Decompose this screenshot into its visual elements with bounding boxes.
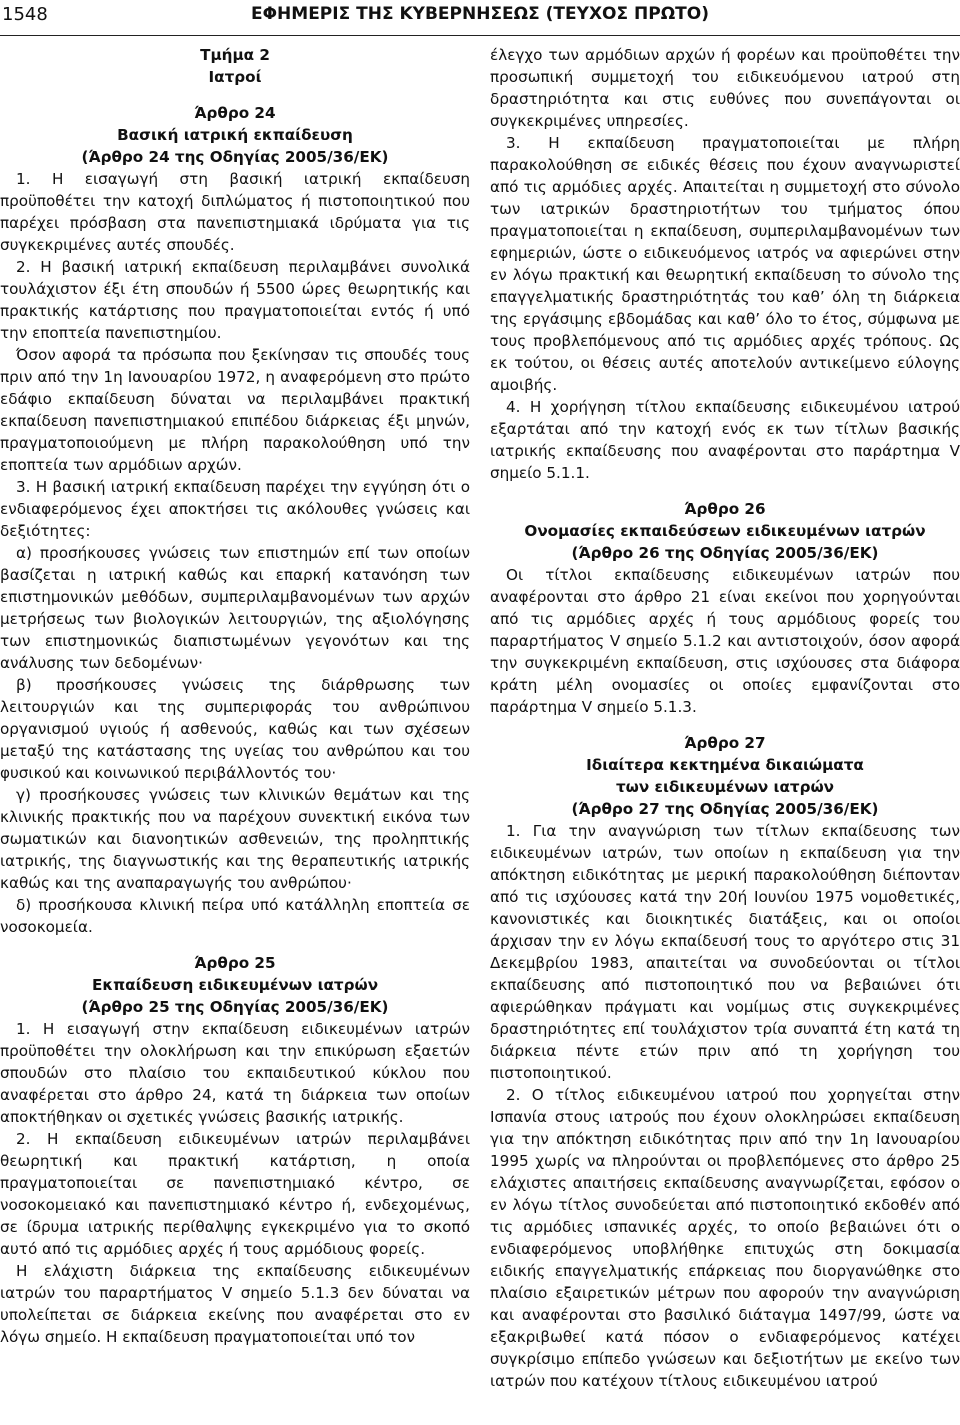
article-24-title: Βασική ιατρική εκπαίδευση [117,126,353,144]
article-27-reference: (Άρθρο 27 της Οδηγίας 2005/36/ΕΚ) [571,800,879,818]
article-24-paragraph-1: 1. Η εισαγωγή στη βασική ιατρική εκπαίδευση προϋποθέτει την κατοχή διπλώματος ή πιστοποιητικού που παρέχει πρόσβαση στα πανεπιστημιακά ιδρύματα για τις συγκεκριμένες αυτές σπουδές. [0,170,470,254]
gazette-title: ΕΦΗΜΕΡΙΣ ΤΗΣ ΚΥΒΕΡΝΗΣΕΩΣ (ΤΕΥΧΟΣ ΠΡΩΤΟ) [250,4,709,24]
article-25-continuation: έλεγχο των αρμόδιων αρχών ή φορέων και προϋποθέτει την προσωπική συμμετοχή του ειδικευόμενου ιατρού στη δραστηριότητα και στις ευθύνες που συνεπάγονται οι συγκεκριμένες υπηρεσίες. [490,46,960,130]
article-27-title-line-2: των ειδικευμένων ιατρών [615,778,835,796]
article-24-paragraph-2: 2. Η βασική ιατρική εκπαίδευση περιλαμβάνει συνολικά τουλάχιστον έξι έτη σπουδών ή 5500 ώρες θεωρητικής και πρακτικής κατάρτισης που πραγματοποιείται εντός ή υπό την εποπτεία πανεπιστημίου. [0,258,470,342]
article-24-item-a: α) προσήκουσες γνώσεις των επιστημών επί των οποίων βασίζεται η ιατρική καθώς και επαρκή κατανόηση των επιστημονικών μεθόδων, συμπεριλαμβανομένων των αρχών μετρήσεως των βιολογικών λειτουργιών, της αξιολόγησης των επιστημονικώς διαπιστωμένων γεγονότων και της ανάλυσης των δεδομένων· [0,544,470,672]
article-26-reference: (Άρθρο 26 της Οδηγίας 2005/36/ΕΚ) [571,544,879,562]
article-25-paragraph-3: 3. Η εκπαίδευση πραγματοποιείται με πλήρη παρακολούθηση σε ειδικές θέσεις που έχουν αναγνωριστεί από τις αρμόδιες αρχές. Απαιτείται η συμμετοχή στο σύνολο των ιατρικών δραστηριοτήτων του τμήματος όπου πραγματοποιείται η εκπαίδευση, συμπεριλαμβανομένων των εφημεριών, ώστε ο ειδικευόμενος ιατρός να αφιερώνει στην εν λόγω πρακτική και θεωρητική εκπαίδευση το σύνολο της επαγγελματικής δραστηριότητάς του καθ’ όλη τη διάρκεια της εργάσιμης εβδομάδας και καθ’ όλο το έτος, σύμφωνα με τους προβλεπόμενους από τις αρμόδιες αρχές τρόπους. Ως εκ τούτου, οι θέσεις αυτές αποτελούν αντικείμενο εύλογης αμοιβής. [490,134,960,394]
right-column [490,44,960,1392]
article-26-paragraph-1: Οι τίτλοι εκπαίδευσης ειδικευμένων ιατρών που αναφέρονται στο άρθρο 21 είναι εκείνοι που χορηγούνται από τις αρμόδιες αρχές ή τους αρμόδιους φορείς του παραρτήματος V σημείο 5.1.2 και αντιστοιχούν, όσον αφορά την συγκεκριμένη εκπαίδευση, στις ισχύουσες στα διάφορα κράτη μέλη ονομασίες οι οποίες εμφανίζονται στο παράρτημα V σημείο 5.1.3. [490,566,960,716]
article-24-paragraph-3: 3. Η βασική ιατρική εκπαίδευση παρέχει την εγγύηση ότι ο ενδιαφερόμενος έχει αποκτήσει τις ακόλουθες γνώσεις και δεξιότητες: [0,478,470,540]
article-25-reference: (Άρθρο 25 της Οδηγίας 2005/36/ΕΚ) [81,998,389,1016]
page-number: 1548 [2,4,48,25]
article-24-item-b: β) προσήκουσες γνώσεις της διάρθρωσης των λειτουργιών και της συμπεριφοράς του ανθρώπινου οργανισμού υγιούς ή ασθενούς, καθώς και των σχέσεων μεταξύ της κατάστασης της υγείας του ανθρώπου και του φυσικού και κοινωνικού περιβάλλοντός του· [0,676,470,782]
article-25-paragraph-1: 1. Η εισαγωγή στην εκπαίδευση ειδικευμένων ιατρών προϋποθέτει την ολοκλήρωση και την επικύρωση εξαετών σπουδών στο πλαίσιο του εκπαιδευτικού κύκλου που αναφέρεται στο άρθρο 24, κατά τη διάρκεια των οποίων αποκτήθηκαν οι σχετικές γνώσεις βασικής ιατρικής. [0,1020,470,1126]
article-24-reference: (Άρθρο 24 της Οδηγίας 2005/36/ΕΚ) [81,148,389,166]
article-24-number: Άρθρο 24 [194,104,276,122]
article-27-title-line-1: Ιδιαίτερα κεκτημένα δικαιώματα [586,756,864,774]
article-25-paragraph-2: 2. Η εκπαίδευση ειδικευμένων ιατρών περιλαμβάνει θεωρητική και πρακτική κατάρτιση, η οποία πραγματοποιείται σε πανεπιστημιακό κέντρο, σε νοσοκομειακό και πανεπιστημιακό κέντρο ή, ενδεχομένως, σε ίδρυμα ιατρικής περίθαλψης εγκεκριμένο για το σκοπό αυτό από τις αρμόδιες αρχές ή τους αρμόδιους φορείς. [0,1130,470,1258]
section-title: Ιατροί [208,68,262,86]
article-25-paragraph-4: 4. Η χορήγηση τίτλου εκπαίδευσης ειδικευμένου ιατρού εξαρτάται από την κατοχή ενός εκ των τίτλων βασικής ιατρικής εκπαίδευσης που αναφέρονται στο παράρτημα V σημείο 5.1.1. [490,398,960,482]
article-25-number: Άρθρο 25 [194,954,276,972]
article-26-number: Άρθρο 26 [684,500,766,518]
article-24-item-d: δ) προσήκουσα κλινική πείρα υπό κατάλληλη εποπτεία σε νοσοκομεία. [0,896,470,936]
article-27-paragraph-2: 2. Ο τίτλος ειδικευμένου ιατρού που χορηγείται στην Ισπανία στους ιατρούς που έχουν ολοκληρώσει εκπαίδευση για την απόκτηση ειδικότητας πριν από την 1η Ιανουαρίου 1995 χωρίς να πληρούνται οι προβλεπόμενες στο άρθρο 25 ελάχιστες απαιτήσεις εκπαίδευσης αναγνωρίζεται, εφόσον ο εν λόγω τίτλος συνοδεύεται από πιστοποιητικό εκδοθέν από τις αρμόδιες ισπανικές αρχές, το οποίο βεβαιώνει ότι ο ενδιαφερόμενος υποβλήθηκε επιτυχώς στη δοκιμασία ειδικής επαγγελματικής επάρκειας που διοργανώθηκε στο πλαίσιο εξαιρετικών μέτρων που αφορούν την αναγνώριση και αναφέρονται στο βασιλικό διάταγμα 1497/99, ώστε να εξακριβωθεί κατά πόσον ο ενδιαφερόμενος κατέχει συγκρίσιμο επίπεδο γνώσεων και δεξιοτήτων με εκείνο των ιατρών που κατέχουν τίτλους ειδικευμένου ιατρού [490,1086,960,1390]
article-26-title: Ονομασίες εκπαιδεύσεων ειδικευμένων ιατρών [524,522,926,540]
left-column [0,44,470,1348]
section-label: Τμήμα 2 [200,46,270,64]
article-27-paragraph-1: 1. Για την αναγνώριση των τίτλων εκπαίδευσης των ειδικευμένων ιατρών, των οποίων η εκπαίδευση για την απόκτηση ειδικότητας με μερική παρακολούθηση διέπονταν από τις ισχύουσες κατά την 20ή Ιουνίου 1975 νομοθετικές, κανονιστικές και διοικητικές διατάξεις, και οι οποίοι άρχισαν την εν λόγω εκπαίδευσή τους το αργότερο στις 31 Δεκεμβρίου 1983, απαιτείται να συνοδεύονται οι τίτλοι εκπαίδευσης από πιστοποιητικό που να βεβαιώνει ότι αφιερώθηκαν πράγματι και νομίμως στις συγκεκριμένες δραστηριότητες επί τουλάχιστον τρία συναπτά έτη κατά τη διάρκεια πέντε ετών πριν από τη χορήγηση του πιστοποιητικού. [490,822,960,1082]
article-25-title: Εκπαίδευση ειδικευμένων ιατρών [91,976,379,994]
article-27-number: Άρθρο 27 [684,734,766,752]
page-header [0,0,960,36]
article-25-paragraph-2b: Η ελάχιστη διάρκεια της εκπαίδευσης ειδικευμένων ιατρών του παραρτήματος V σημείο 5.1.3 δεν δύναται να υπολείπεται σε διάρκεια εκείνης που αναφέρεται στο εν λόγω σημείο. Η εκπαίδευση πραγματοποιείται υπό τον [0,1262,470,1346]
article-24-paragraph-2b: Όσον αφορά τα πρόσωπα που ξεκίνησαν τις σπουδές τους πριν από την 1η Ιανουαρίου 1972, η αναφερόμενη στο πρώτο εδάφιο εκπαίδευση δύναται να περιλαμβάνει πρακτική εκπαίδευση πανεπιστημιακού επιπέδου διάρκειας έξι μηνών, πραγματοποιούμενη με πλήρη παρακολούθηση υπό την εποπτεία των αρμόδιων αρχών. [0,346,470,474]
article-24-item-c: γ) προσήκουσες γνώσεις των κλινικών θεμάτων και της κλινικής πρακτικής που να παρέχουν συνεκτική εικόνα των σωματικών και διανοητικών ασθενειών, της προληπτικής ιατρικής, της διαγνωστικής και της θεραπευτικής ιατρικής καθώς και της αναπαραγωγής του ανθρώπου· [0,786,470,892]
